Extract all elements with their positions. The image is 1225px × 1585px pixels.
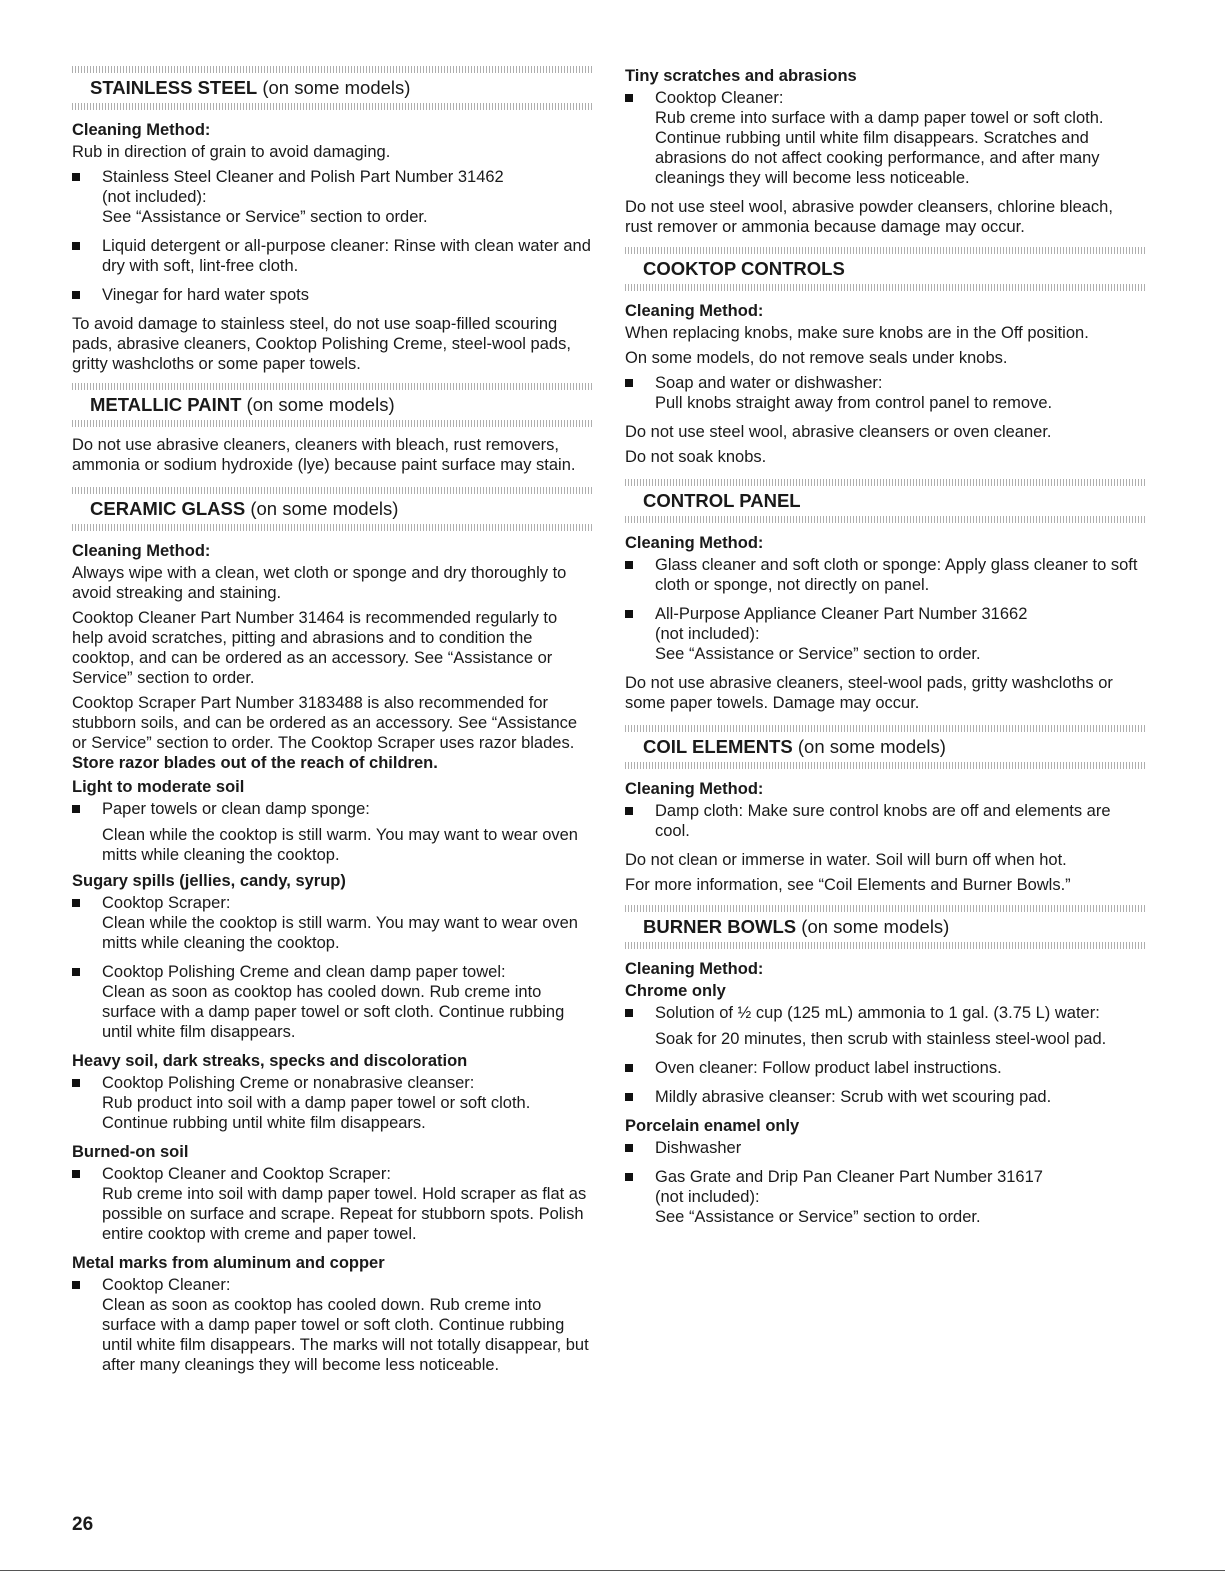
section-rule [72,487,592,494]
paragraph: For more information, see “Coil Elements and Burner Bowls.” [625,876,1071,894]
list-item [72,1164,592,1244]
list-item-text: Clean while the cooktop is still warm. You may want to wear oven mitts while cleaning the cooktop. [102,914,578,952]
section-rule [72,420,592,427]
section-title-strong: CONTROL PANEL [643,490,801,511]
list-item-text: Liquid detergent or all-purpose cleaner: Rinse with clean water and dry with soft, lint-free cloth. [102,237,591,275]
paragraph: Do not use abrasive cleaners, steel-wool pads, gritty washcloths or some paper towels. Damage may occur. [625,674,1113,712]
bullet-list [625,373,1145,413]
bullet-square-icon [72,899,80,907]
section-title-strong: METALLIC PAINT [90,394,242,415]
list-item-text: Rub creme into surface with a damp paper towel or soft cloth. Continue rubbing until white film disappears. Scratches and abrasions do not affect cooking performance, and after many cleanings they will become less noticeable. [655,109,1104,187]
list-item [72,236,592,276]
bullet-list [72,167,592,305]
list-item-text: Pull knobs straight away from control panel to remove. [655,394,1053,412]
list-item-text: Damp cloth: Make sure control knobs are off and elements are cool. [655,802,1111,840]
subsection-heading: Chrome only [625,982,726,1000]
section-title-strong: CERAMIC GLASS [90,498,246,519]
paragraph [72,693,592,773]
section-title-strong: BURNER BOWLS [643,916,797,937]
cleaning-method-label: Cleaning Method: [625,534,764,552]
section-rule [72,383,592,390]
bullet-square-icon [625,1093,633,1101]
bullet-square-icon [625,561,633,569]
cleaning-method-label: Cleaning Method: [72,542,211,560]
list-item [625,1138,1145,1158]
list-item-text: Dishwasher [655,1139,742,1157]
section-title-qualifier: (on some models) [797,736,946,757]
subsection-heading: Heavy soil, dark streaks, specks and discoloration [72,1052,468,1070]
section-burner-bowls [625,905,1145,949]
list-item-text: Clean as soon as cooktop has cooled down. Rub creme into surface with a damp paper towel or soft cloth. Continue rubbing until white film disappears. The marks will not totally disappear, but after many cleanings they will become less noticeable. [102,1296,589,1374]
section-rule [625,762,1145,769]
list-item-text: Cooktop Polishing Creme or nonabrasive cleanser: [102,1074,475,1092]
paragraph: Do not use steel wool, abrasive powder cleansers, chlorine bleach, rust remover or ammonia because damage may occur. [625,198,1113,236]
section-rule [625,942,1145,949]
page-bottom-rule [0,1570,1225,1571]
list-item-text: See “Assistance or Service” section to order. [655,645,981,663]
section-rule [625,725,1145,732]
bullet-list [72,799,592,819]
section-rule [625,479,1145,486]
bullet-list [625,1003,1145,1023]
list-item-text: See “Assistance or Service” section to order. [655,1208,981,1226]
list-item-text: All-Purpose Appliance Cleaner Part Number 31662 [655,605,1028,623]
paragraph: Do not clean or immerse in water. Soil will burn off when hot. [625,851,1067,869]
section-title [90,497,592,521]
subsection-heading: Tiny scratches and abrasions [625,67,857,85]
bullet-list [72,1275,592,1375]
bullet-square-icon [72,1281,80,1289]
list-item [625,604,1145,664]
paragraph: Do not soak knobs. [625,448,767,466]
section-title-qualifier: (on some models) [262,77,411,98]
list-item [625,373,1145,413]
paragraph: Clean while the cooktop is still warm. You may want to wear oven mitts while cleaning the cooktop. [102,826,578,864]
bullet-list [625,801,1145,841]
section-title [643,915,1145,939]
list-item-text: Cooktop Scraper: [102,894,231,912]
section-title [643,489,1145,513]
section-ceramic-glass [72,487,592,531]
paragraph: Do not use steel wool, abrasive cleansers or oven cleaner. [625,423,1052,441]
list-item-text: (not included): [102,188,207,206]
list-item [72,799,592,819]
subsection-heading: Sugary spills (jellies, candy, syrup) [72,872,346,890]
section-title [90,393,592,417]
subsection-heading: Porcelain enamel only [625,1117,800,1135]
section-title-qualifier: (on some models) [801,916,950,937]
section-title [90,76,592,100]
bullet-square-icon [625,379,633,387]
list-item-text: Vinegar for hard water spots [102,286,309,304]
paragraph: When replacing knobs, make sure knobs are in the Off position. [625,324,1089,342]
paragraph-text: Cooktop Scraper Part Number 3183488 is also recommended for stubborn soils, and can be ordered as an accessory. See “Assistance or Service” section to order. The Cooktop Scraper uses razor blades. [72,694,578,752]
list-item [72,893,592,953]
bullet-square-icon [625,1009,633,1017]
list-item [72,285,592,305]
list-item [72,1275,592,1375]
list-item-text: (not included): [655,625,760,643]
section-rule [72,66,592,73]
list-item-text: (not included): [655,1188,760,1206]
section-title-qualifier: (on some models) [246,394,395,415]
section-title-qualifier: (on some models) [250,498,399,519]
section-control-panel [625,479,1145,523]
paragraph: To avoid damage to stainless steel, do not use soap-filled scouring pads, abrasive cleaners, Cooktop Polishing Creme, steel-wool pads, gritty washcloths or some paper towels. [72,315,571,373]
bullet-list [72,1073,592,1133]
list-item-text: Oven cleaner: Follow product label instructions. [655,1059,1002,1077]
list-item [625,88,1145,188]
bullet-list [625,555,1145,664]
subsection-heading: Light to moderate soil [72,778,245,796]
section-title-strong: STAINLESS STEEL [90,77,258,98]
left-column [72,66,592,1384]
list-item [72,962,592,1042]
bullet-square-icon [625,1144,633,1152]
cleaning-method-label: Cleaning Method: [625,780,764,798]
section-rule [72,103,592,110]
list-item-text: Solution of ½ cup (125 mL) ammonia to 1 gal. (3.75 L) water: [655,1004,1100,1022]
cleaning-method-label: Cleaning Method: [72,121,211,139]
list-item [625,801,1145,841]
page-number: 26 [72,1514,94,1535]
bullet-square-icon [72,242,80,250]
cleaning-method-label: Cleaning Method: [625,960,764,978]
list-item [72,1073,592,1133]
bullet-square-icon [72,291,80,299]
warning-text: Store razor blades out of the reach of children. [72,754,438,772]
bullet-square-icon [625,94,633,102]
bullet-square-icon [625,610,633,618]
list-item [625,1167,1145,1227]
section-title-strong: COIL ELEMENTS [643,736,793,757]
section-rule [625,516,1145,523]
list-item-text: Paper towels or clean damp sponge: [102,800,370,818]
section-stainless-steel [72,66,592,110]
list-item-text: Cooktop Cleaner and Cooktop Scraper: [102,1165,391,1183]
section-title-strong: COOKTOP CONTROLS [643,258,845,279]
bullet-square-icon [625,1173,633,1181]
bullet-square-icon [72,1079,80,1087]
right-column [625,66,1145,1236]
list-item-text: Rub product into soil with a damp paper towel or soft cloth. Continue rubbing until white film disappears. [102,1094,531,1132]
section-rule [72,524,592,531]
list-item-text: Cooktop Cleaner: [655,89,784,107]
list-item-text: Glass cleaner and soft cloth or sponge: Apply glass cleaner to soft cloth or sponge, not directly on panel. [655,556,1138,594]
paragraph: Do not use abrasive cleaners, cleaners with bleach, rust removers, ammonia or sodium hydroxide (lye) because paint surface may stain. [72,436,576,474]
subsection-heading: Metal marks from aluminum and copper [72,1254,385,1272]
bullet-square-icon [72,1170,80,1178]
bullet-list [625,88,1145,188]
bullet-list [72,893,592,1042]
bullet-list [625,1058,1145,1107]
bullet-square-icon [72,968,80,976]
list-item-text: Clean as soon as cooktop has cooled down. Rub creme into surface with a damp paper towel or soft cloth. Continue rubbing until white film disappears. [102,983,565,1041]
list-item-text: See “Assistance or Service” section to order. [102,208,428,226]
paragraph: Rub in direction of grain to avoid damaging. [72,143,391,161]
list-item-text: Cooktop Cleaner: [102,1276,231,1294]
paragraph: Soak for 20 minutes, then scrub with stainless steel-wool pad. [655,1030,1107,1048]
list-item-text: Soap and water or dishwasher: [655,374,883,392]
section-rule [625,905,1145,912]
list-item-text: Stainless Steel Cleaner and Polish Part Number 31462 [102,168,504,186]
list-item-text: Cooktop Polishing Creme and clean damp paper towel: [102,963,506,981]
bullet-square-icon [72,805,80,813]
subsection-heading: Burned-on soil [72,1143,189,1161]
section-metallic-paint [72,383,592,427]
section-title [643,735,1145,759]
section-rule [625,284,1145,291]
section-coil-elements [625,725,1145,769]
paragraph: On some models, do not remove seals under knobs. [625,349,1008,367]
list-item-text: Rub creme into soil with damp paper towel. Hold scraper as flat as possible on surface and scrape. Repeat for stubborn spots. Polish entire cooktop with creme and paper towel. [102,1185,587,1243]
section-rule [625,247,1145,254]
bullet-square-icon [625,807,633,815]
list-item [625,1058,1145,1078]
list-item-text: Gas Grate and Drip Pan Cleaner Part Number 31617 [655,1168,1043,1186]
section-cooktop-controls [625,247,1145,291]
bullet-square-icon [72,173,80,181]
bullet-list [625,1138,1145,1227]
paragraph: Always wipe with a clean, wet cloth or sponge and dry thoroughly to avoid streaking and staining. [72,564,567,602]
bullet-list [72,1164,592,1244]
section-title [643,257,1145,281]
cleaning-method-label: Cleaning Method: [625,302,764,320]
list-item [625,1003,1145,1023]
list-item [625,555,1145,595]
list-item [72,167,592,227]
bullet-square-icon [625,1064,633,1072]
list-item [625,1087,1145,1107]
paragraph: Cooktop Cleaner Part Number 31464 is recommended regularly to help avoid scratches, pitting and abrasions and to condition the cooktop, and can be ordered as an accessory. See “Assistance or Service” section to order. [72,609,558,687]
list-item-text: Mildly abrasive cleanser: Scrub with wet scouring pad. [655,1088,1052,1106]
